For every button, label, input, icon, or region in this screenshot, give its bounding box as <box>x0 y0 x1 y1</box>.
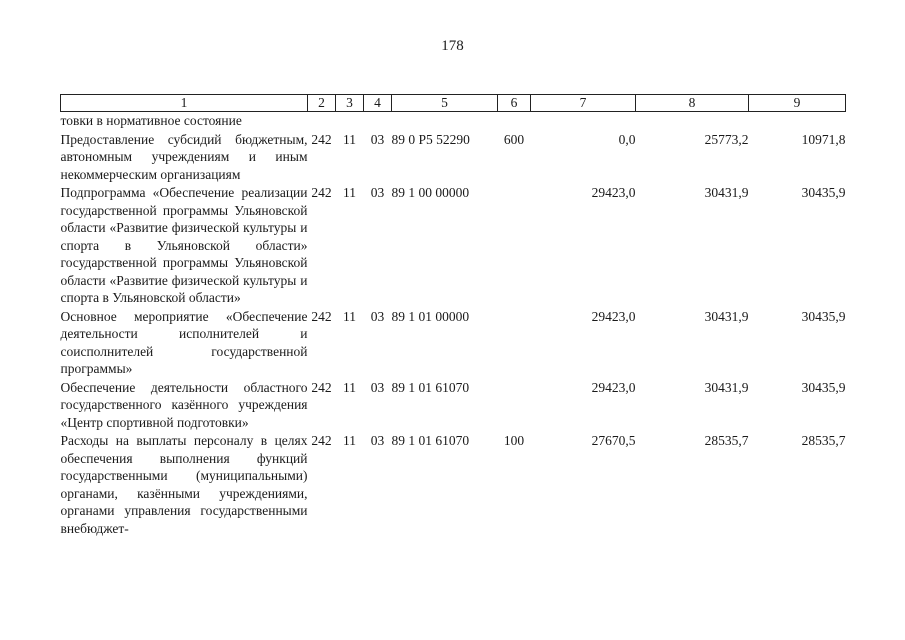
cell-code-3: 11 <box>343 131 356 147</box>
cell-code-2: 242 <box>311 379 332 395</box>
cell-code-2: 242 <box>311 433 332 448</box>
cell-code-6: 100 <box>503 433 525 448</box>
cell-amount-7: 29423,0 <box>591 379 636 395</box>
cell-code-2: 242 <box>311 185 332 200</box>
row-name: Обеспечение деятельности областного государственного казённого учреждения «Центр спортивной подготовки» <box>60 379 308 430</box>
cell-code-2: 242 <box>311 131 332 147</box>
cell-code-5: 89 1 00 00000 <box>391 185 470 200</box>
column-header: 7 <box>531 95 636 112</box>
table-row <box>61 432 846 538</box>
cell-code-4: 03 <box>370 308 385 324</box>
cell-amount-7: 29423,0 <box>591 308 636 324</box>
cell-code-6 <box>498 112 531 131</box>
cell-code-4 <box>364 112 392 131</box>
column-header: 2 <box>308 95 336 112</box>
page-number: 178 <box>441 38 464 54</box>
cell-code-3: 11 <box>343 379 356 395</box>
cell-amount-9: 30435,9 <box>801 308 846 324</box>
cell-amount-9: 30435,9 <box>801 379 846 395</box>
column-header: 1 <box>61 95 308 112</box>
table-row <box>61 131 846 185</box>
cell-code-5: 89 0 P5 52290 <box>391 131 470 147</box>
cell-code-6 <box>498 308 531 379</box>
cell-amount-9: 28535,7 <box>801 433 846 448</box>
cell-code-6: 600 <box>503 131 525 147</box>
cell-amount-7: 0,0 <box>618 131 636 147</box>
column-header: 6 <box>498 95 531 112</box>
row-name: Подпрограмма «Обеспечение реализации государственной программы Ульяновской области «Развитие физической культуры и спорта в Ульяновской области» государственной программы Ульяновской области «Развитие физической культуры и спорта в Ульяновской области» <box>60 185 308 305</box>
row-name: Предоставление субсидий бюджетным, автономным учреждениям и иным некоммерческим организациям <box>60 131 308 182</box>
cell-amount-8: 28535,7 <box>704 433 749 448</box>
cell-code-4: 03 <box>370 433 385 448</box>
cell-amount-9: 10971,8 <box>801 131 846 147</box>
cell-code-5: 89 1 01 61070 <box>391 433 470 448</box>
table-row <box>61 112 846 131</box>
cell-amount-9: 30435,9 <box>801 185 846 200</box>
column-header: 9 <box>749 95 846 112</box>
table-row <box>61 379 846 433</box>
cell-code-2 <box>308 112 336 131</box>
cell-amount-8 <box>636 112 749 131</box>
column-header: 4 <box>364 95 392 112</box>
cell-amount-7: 29423,0 <box>591 185 636 200</box>
budget-table <box>60 94 846 538</box>
cell-code-4: 03 <box>370 185 385 200</box>
cell-amount-8: 30431,9 <box>704 308 749 324</box>
cell-code-6 <box>498 184 531 308</box>
column-header: 8 <box>636 95 749 112</box>
cell-code-3 <box>336 112 364 131</box>
cell-code-4: 03 <box>370 131 385 147</box>
cell-code-5: 89 1 01 00000 <box>391 308 470 324</box>
cell-amount-7: 27670,5 <box>591 433 636 448</box>
column-header-row <box>61 95 846 112</box>
cell-amount-8: 25773,2 <box>704 131 749 147</box>
table-row <box>61 184 846 308</box>
cell-code-3: 11 <box>343 308 356 324</box>
cell-amount-8: 30431,9 <box>704 185 749 200</box>
cell-code-2: 242 <box>311 308 332 324</box>
cell-code-6 <box>498 379 531 433</box>
cell-amount-7 <box>531 112 636 131</box>
cell-code-4: 03 <box>370 379 385 395</box>
cell-amount-8: 30431,9 <box>704 379 749 395</box>
cell-code-3: 11 <box>343 433 356 448</box>
column-header: 5 <box>392 95 498 112</box>
table-row <box>61 308 846 379</box>
row-name: Расходы на выплаты персоналу в целях обеспечения выполнения функций государственными (муниципальными) органами, казёнными учреждениями, органами управления государственными внебюджет- <box>60 433 308 536</box>
cell-code-5 <box>392 112 498 131</box>
cell-amount-9 <box>749 112 846 131</box>
row-name: товки в нормативное состояние <box>60 113 242 128</box>
cell-code-5: 89 1 01 61070 <box>391 379 470 395</box>
cell-code-3: 11 <box>343 185 356 200</box>
row-name: Основное мероприятие «Обеспечение деятельности исполнителей и соисполнителей государственной программы» <box>60 308 308 376</box>
column-header: 3 <box>336 95 364 112</box>
